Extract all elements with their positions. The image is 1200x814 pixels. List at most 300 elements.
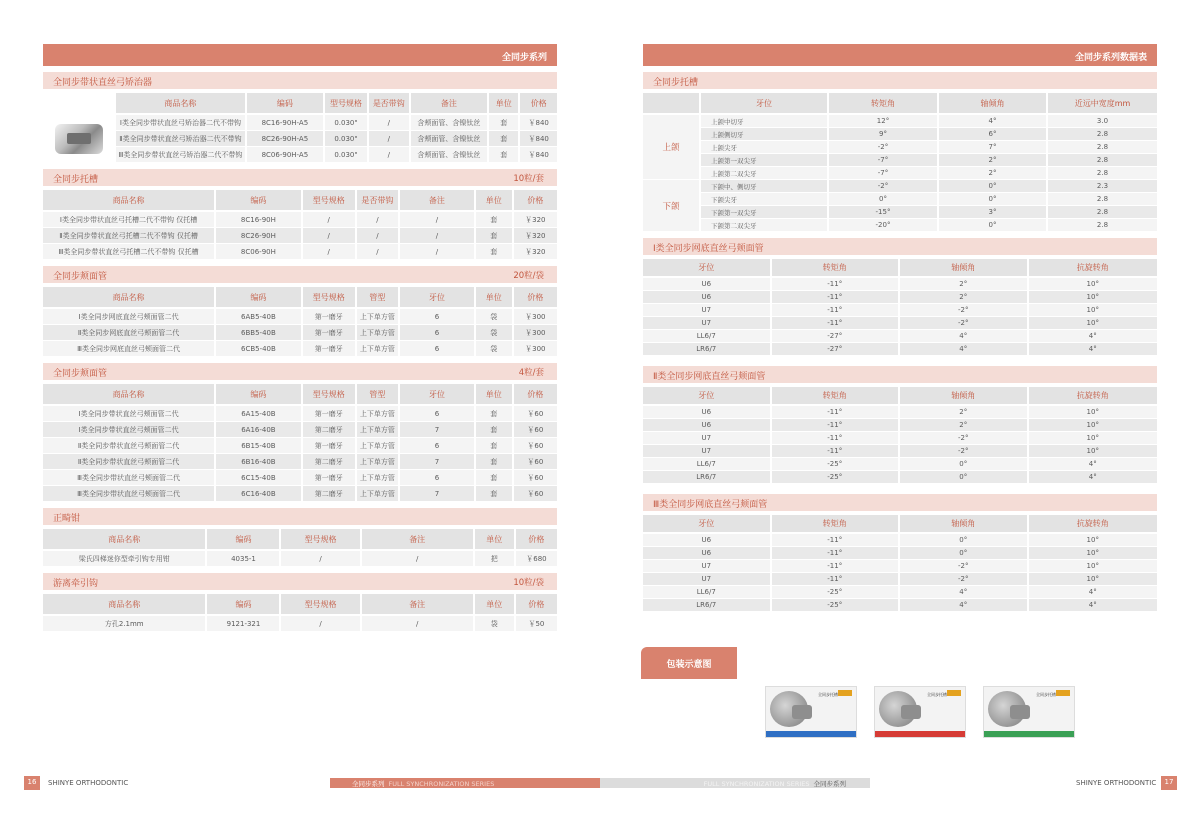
column-header: 商品名称: [43, 190, 216, 212]
footer-bar-right-en: FULL SYNCHRONIZATION SERIES: [703, 780, 810, 788]
table-cell: U7: [643, 445, 772, 458]
table-header-row: [643, 387, 1157, 406]
table-cell: /: [303, 244, 357, 260]
table-cell: 6: [400, 309, 476, 325]
column-header: 价格: [516, 529, 557, 551]
table-cell: 10°: [1029, 534, 1158, 547]
table-cell: 8C16-90H: [216, 212, 303, 228]
column-header: 编码: [207, 594, 281, 616]
column-header: 单位: [476, 384, 514, 406]
table-row: [643, 406, 1157, 419]
bracket-product-image: [49, 118, 109, 160]
column-header: 牙位: [701, 93, 829, 115]
table-cell: 上下单方管: [357, 325, 400, 341]
table-row: [43, 115, 557, 131]
package-title: 全同步托槽: [927, 692, 947, 697]
table-cell: 0.030": [325, 147, 369, 163]
table-cell: 套: [476, 454, 514, 470]
table-cell: 第一磨牙: [303, 309, 357, 325]
column-header: 编码: [216, 384, 303, 406]
table-cell: /: [369, 147, 411, 163]
table-cell: 第一磨牙: [303, 470, 357, 486]
table-cell: /: [357, 212, 400, 228]
table-row: [643, 219, 1157, 232]
table-row: [43, 244, 557, 260]
column-header: 备注: [362, 529, 475, 551]
table-cell: 袋: [476, 325, 514, 341]
table-row: [643, 586, 1157, 599]
table-cell: U6: [643, 534, 772, 547]
table-cell: 4°: [900, 343, 1029, 356]
table-cell: 2°: [900, 291, 1029, 304]
series-title-bar: 全同步系列: [43, 44, 557, 66]
table-cell: 10°: [1029, 573, 1158, 586]
table-cell: 6: [400, 325, 476, 341]
section-title: [43, 573, 557, 590]
table-cell: 6BB5-40B: [216, 325, 303, 341]
table-cell: /: [281, 616, 361, 632]
table-cell: -7°: [829, 154, 939, 167]
table-cell: LR6/7: [643, 471, 772, 484]
section-title: [43, 169, 557, 186]
table-cell: /: [362, 551, 475, 567]
section-title: [43, 508, 557, 525]
table-cell: Ⅰ类全同步带状直丝弓托槽二代不带钩 仅托槽: [43, 212, 216, 228]
table-row: [43, 212, 557, 228]
table-row: [643, 458, 1157, 471]
tube-table-title-text: Ⅰ类全同步网底直丝弓颊面管: [653, 244, 764, 254]
table-cell: 10°: [1029, 291, 1158, 304]
table-cell: 4°: [1029, 471, 1158, 484]
tube-table-title-text: Ⅲ类全同步网底直丝弓颊面管: [653, 500, 768, 510]
column-header: 抗旋转角: [1029, 259, 1158, 278]
table-cell: 上下单方管: [357, 341, 400, 357]
table-cell: 4035-1: [207, 551, 281, 567]
tube-table-title: [643, 238, 1157, 255]
table-cell: 4°: [1029, 586, 1158, 599]
table-cell: 4°: [1029, 458, 1158, 471]
table-cell: 3°: [939, 206, 1048, 219]
column-header: 型号规格: [325, 93, 369, 115]
packaging-image: [765, 686, 857, 738]
table-cell: 0°: [900, 547, 1029, 560]
column-header: 备注: [411, 93, 489, 115]
table-row: [643, 278, 1157, 291]
table-cell: -11°: [772, 534, 901, 547]
column-header: 转矩角: [772, 387, 901, 406]
table-cell: Ⅲ类全同步网底直丝弓颊面管二代: [43, 341, 216, 357]
table-cell: 6C16-40B: [216, 486, 303, 502]
section-quantity: 10粒/套: [513, 174, 544, 184]
table-row: [43, 470, 557, 486]
table-cell: Ⅰ类全同步带状直丝弓颊面管二代: [43, 406, 216, 422]
table-cell: 把: [475, 551, 516, 567]
table-cell: -11°: [772, 560, 901, 573]
product-table: [43, 384, 557, 502]
table-cell: 3.0: [1048, 115, 1157, 128]
table-cell: 上下单方管: [357, 438, 400, 454]
table-cell: 上下单方管: [357, 486, 400, 502]
table-cell: 10°: [1029, 406, 1158, 419]
table-cell: 10°: [1029, 560, 1158, 573]
column-header: 型号规格: [281, 529, 361, 551]
column-header: 编码: [216, 287, 303, 309]
table-cell: 套: [476, 406, 514, 422]
footer-bar-right: [600, 778, 870, 788]
table-header-row: [43, 287, 557, 309]
table-header-row: [43, 190, 557, 212]
table-cell: Ⅱ类全同步带状直丝弓颊面管二代: [43, 438, 216, 454]
product-table: [43, 190, 557, 260]
table-cell: 0°: [900, 471, 1029, 484]
column-header: 价格: [514, 287, 557, 309]
table-row: [43, 131, 557, 147]
column-header: 管型: [357, 287, 400, 309]
table-cell: 第一磨牙: [303, 325, 357, 341]
table-cell: 7: [400, 486, 476, 502]
table-cell: 套: [476, 212, 514, 228]
table-cell: -27°: [772, 330, 901, 343]
column-header: 牙位: [643, 515, 772, 534]
table-row: [43, 551, 557, 567]
table-cell: 袋: [476, 341, 514, 357]
table-cell: U7: [643, 573, 772, 586]
column-header: 抗旋转角: [1029, 387, 1158, 406]
table-cell: 套: [489, 147, 520, 163]
footer-bar-left-cn: 全同步系列: [352, 780, 385, 788]
table-row: [643, 330, 1157, 343]
table-cell: 2.8: [1048, 219, 1157, 232]
table-cell: 方孔2.1mm: [43, 616, 207, 632]
column-header: 价格: [514, 384, 557, 406]
table-cell: -2°: [900, 304, 1029, 317]
table-cell: 上下单方管: [357, 454, 400, 470]
tube-spec-table: [643, 259, 1157, 356]
table-cell: 上颌第一双尖牙: [701, 154, 829, 167]
table-cell: /: [357, 228, 400, 244]
table-cell: 0.030": [325, 115, 369, 131]
table-cell: 下颌中、侧切牙: [701, 180, 829, 193]
package-title: 全同步托槽: [1036, 692, 1056, 697]
table-cell: -20°: [829, 219, 939, 232]
table-cell: 8C26-90H-A5: [247, 131, 325, 147]
package-color-stripe: [766, 731, 856, 737]
column-header: 备注: [400, 190, 476, 212]
footer-bar-left-en: FULL SYNCHRONIZATION SERIES: [388, 780, 495, 788]
table-cell: -2°: [900, 432, 1029, 445]
column-header: 型号规格: [281, 594, 361, 616]
table-cell: -11°: [772, 406, 901, 419]
table-cell: 4°: [1029, 330, 1158, 343]
table-cell: 含颊面管、含镍钛丝: [411, 115, 489, 131]
table-cell: 6C15-40B: [216, 470, 303, 486]
table-cell: 8C06-90H-A5: [247, 147, 325, 163]
brand-left: SHINYE ORTHODONTIC: [48, 779, 129, 787]
column-header: 轴倾角: [900, 259, 1029, 278]
column-header: 价格: [514, 190, 557, 212]
table-row: [43, 422, 557, 438]
table-cell: -2°: [829, 180, 939, 193]
table-cell: ￥300: [514, 325, 557, 341]
table-cell: -15°: [829, 206, 939, 219]
table-cell: 7: [400, 454, 476, 470]
table-cell: U6: [643, 278, 772, 291]
table-row: [43, 486, 557, 502]
table-cell: ￥50: [516, 616, 557, 632]
table-row: [643, 193, 1157, 206]
column-header: 牙位: [400, 287, 476, 309]
table-cell: Ⅲ类全同步带状直丝弓托槽二代不带钩 仅托槽: [43, 244, 216, 260]
table-cell: 4°: [900, 330, 1029, 343]
table-cell: /: [369, 131, 411, 147]
table-cell: 0°: [939, 219, 1048, 232]
column-header: 单位: [489, 93, 520, 115]
page-number-right: 17: [1161, 776, 1177, 790]
section-title-text: 全同步托槽: [53, 175, 99, 185]
package-color-stripe: [875, 731, 965, 737]
table-row: [643, 128, 1157, 141]
table-cell: 6°: [939, 128, 1048, 141]
table-cell: 2.8: [1048, 193, 1157, 206]
table-row: [43, 438, 557, 454]
table-cell: -11°: [772, 278, 901, 291]
table-cell: 上颌中切牙: [701, 115, 829, 128]
jaw-group-label: 上颌: [643, 115, 701, 180]
packaging-image: [983, 686, 1075, 738]
table-cell: ￥60: [514, 438, 557, 454]
column-header: 管型: [357, 384, 400, 406]
table-cell: 上下单方管: [357, 309, 400, 325]
table-cell: 0°: [939, 180, 1048, 193]
product-image-cell: [43, 115, 116, 163]
section-quantity: 4粒/套: [518, 368, 544, 378]
table-cell: U7: [643, 432, 772, 445]
table-cell: 上下单方管: [357, 422, 400, 438]
column-header: 商品名称: [43, 594, 207, 616]
section-title-text: 游离牵引钩: [53, 579, 99, 589]
table-row: [43, 454, 557, 470]
table-cell: 上下单方管: [357, 470, 400, 486]
column-header: 备注: [362, 594, 475, 616]
table-cell: 0°: [829, 193, 939, 206]
table-cell: 10°: [1029, 317, 1158, 330]
table-cell: -11°: [772, 432, 901, 445]
table-cell: 0°: [900, 458, 1029, 471]
column-header: 商品名称: [43, 287, 216, 309]
footer-bar-right-cn: 全同步系列: [813, 780, 846, 788]
table-cell: ￥300: [514, 309, 557, 325]
table-row: [43, 616, 557, 632]
table-header-row: [643, 259, 1157, 278]
table-cell: -7°: [829, 167, 939, 180]
table-row: [43, 309, 557, 325]
table-cell: 6B16-40B: [216, 454, 303, 470]
column-header: 编码: [247, 93, 325, 115]
table-cell: 6A15-40B: [216, 406, 303, 422]
tube-table-title: [643, 366, 1157, 383]
table-cell: 8C26-90H: [216, 228, 303, 244]
table-cell: U6: [643, 291, 772, 304]
table-row: [643, 115, 1157, 128]
table-row: [43, 228, 557, 244]
column-header: 是否带钩: [357, 190, 400, 212]
table-cell: ￥840: [520, 115, 557, 131]
table-cell: ￥680: [516, 551, 557, 567]
table-cell: /: [400, 212, 476, 228]
table-cell: Ⅱ类全同步带状直丝弓矫治器二代不带钩: [116, 131, 247, 147]
table-cell: 第二磨牙: [303, 422, 357, 438]
column-header: 牙位: [643, 259, 772, 278]
table-cell: /: [369, 115, 411, 131]
column-header: 牙位: [400, 384, 476, 406]
table-row: [643, 291, 1157, 304]
column-header: 型号规格: [303, 190, 357, 212]
table-row: [643, 141, 1157, 154]
table-cell: 第一磨牙: [303, 341, 357, 357]
table-cell: -2°: [900, 317, 1029, 330]
package-color-stripe: [984, 731, 1074, 737]
table-cell: 0°: [900, 534, 1029, 547]
table-cell: LR6/7: [643, 599, 772, 612]
table-header-row: [43, 529, 557, 551]
table-header-row: [43, 93, 557, 115]
table-cell: 含颊面管、含镍钛丝: [411, 131, 489, 147]
column-header: 是否带钩: [369, 93, 411, 115]
section-title-text: 全同步颊面管: [53, 272, 108, 282]
data-table-title-bar: 全同步系列数据表: [643, 44, 1157, 66]
table-cell: U6: [643, 419, 772, 432]
table-cell: 4°: [900, 599, 1029, 612]
table-cell: ￥60: [514, 486, 557, 502]
table-row: [643, 180, 1157, 193]
table-row: [643, 343, 1157, 356]
table-cell: 下颌第一双尖牙: [701, 206, 829, 219]
bracket-spec-table: [643, 93, 1157, 232]
column-header: 价格: [520, 93, 557, 115]
table-cell: 4°: [939, 115, 1048, 128]
table-cell: 套: [489, 131, 520, 147]
tube-table-title-text: Ⅱ类全同步网底直丝弓颊面管: [653, 372, 766, 382]
table-cell: 上颌第二双尖牙: [701, 167, 829, 180]
table-cell: Ⅱ类全同步带状直丝弓颊面管二代: [43, 454, 216, 470]
page-number-left: 16: [24, 776, 40, 790]
table-cell: ￥300: [514, 341, 557, 357]
tube-spec-table: [643, 515, 1157, 612]
table-row: [643, 534, 1157, 547]
table-cell: 2.8: [1048, 141, 1157, 154]
table-cell: -11°: [772, 445, 901, 458]
table-cell: 10°: [1029, 419, 1158, 432]
table-cell: ￥60: [514, 422, 557, 438]
table-cell: 2.8: [1048, 206, 1157, 219]
table-cell: 2°: [900, 406, 1029, 419]
table-cell: 6A16-40B: [216, 422, 303, 438]
column-header: 商品名称: [43, 384, 216, 406]
column-header: 抗旋转角: [1029, 515, 1158, 534]
table-cell: U6: [643, 406, 772, 419]
table-cell: 7°: [939, 141, 1048, 154]
table-cell: LL6/7: [643, 458, 772, 471]
table-cell: U6: [643, 547, 772, 560]
footer: [0, 776, 1200, 790]
table-row: [43, 147, 557, 163]
table-row: [643, 547, 1157, 560]
table-cell: Ⅰ类全同步带状直丝弓矫治器二代不带钩: [116, 115, 247, 131]
table-cell: 套: [476, 470, 514, 486]
table-cell: 6: [400, 470, 476, 486]
table-cell: 0.030": [325, 131, 369, 147]
package-badge: [838, 690, 852, 696]
table-cell: 7: [400, 422, 476, 438]
table-cell: 套: [476, 486, 514, 502]
table-cell: -11°: [772, 291, 901, 304]
image-header-cell: [43, 93, 116, 115]
left-page: [43, 44, 557, 632]
table-cell: -25°: [772, 586, 901, 599]
table-cell: /: [400, 244, 476, 260]
table-cell: 下颌尖牙: [701, 193, 829, 206]
column-header: 转矩角: [772, 515, 901, 534]
package-badge: [1056, 690, 1070, 696]
table-cell: /: [303, 228, 357, 244]
column-header: 单位: [476, 287, 514, 309]
table-cell: 6: [400, 438, 476, 454]
section-quantity: 20粒/袋: [513, 271, 544, 281]
column-header: 单位: [475, 594, 516, 616]
column-header: 单位: [476, 190, 514, 212]
table-cell: /: [400, 228, 476, 244]
package-title: 全同步托槽: [818, 692, 838, 697]
table-row: [43, 325, 557, 341]
table-cell: -2°: [900, 560, 1029, 573]
column-header: 型号规格: [303, 287, 357, 309]
table-cell: /: [357, 244, 400, 260]
table-cell: U7: [643, 560, 772, 573]
tube-table-title: [643, 494, 1157, 511]
table-cell: ￥320: [514, 244, 557, 260]
table-cell: -2°: [900, 445, 1029, 458]
table-row: [643, 419, 1157, 432]
table-header-row: [43, 384, 557, 406]
table-row: [643, 560, 1157, 573]
packaging-image: [874, 686, 966, 738]
table-cell: 梁氏四梯迷你型牵引钩专用钳: [43, 551, 207, 567]
table-cell: -25°: [772, 599, 901, 612]
table-cell: -2°: [829, 141, 939, 154]
table-cell: 0°: [939, 193, 1048, 206]
product-table: [43, 93, 557, 163]
table-cell: -25°: [772, 458, 901, 471]
column-header: 轴倾角: [900, 387, 1029, 406]
table-row: [643, 304, 1157, 317]
column-header: 转矩角: [772, 259, 901, 278]
table-cell: Ⅰ类全同步带状直丝弓颊面管二代: [43, 422, 216, 438]
table-row: [643, 154, 1157, 167]
table-row: [43, 406, 557, 422]
table-cell: LL6/7: [643, 586, 772, 599]
table-cell: 10°: [1029, 278, 1158, 291]
table-row: [643, 445, 1157, 458]
column-header: 价格: [516, 594, 557, 616]
table-cell: 2°: [900, 419, 1029, 432]
column-header: 编码: [207, 529, 281, 551]
table-cell: LL6/7: [643, 330, 772, 343]
table-cell: 9121-321: [207, 616, 281, 632]
table-cell: /: [303, 212, 357, 228]
bracket-photo: [901, 705, 921, 719]
table-cell: -11°: [772, 304, 901, 317]
table-row: [643, 471, 1157, 484]
